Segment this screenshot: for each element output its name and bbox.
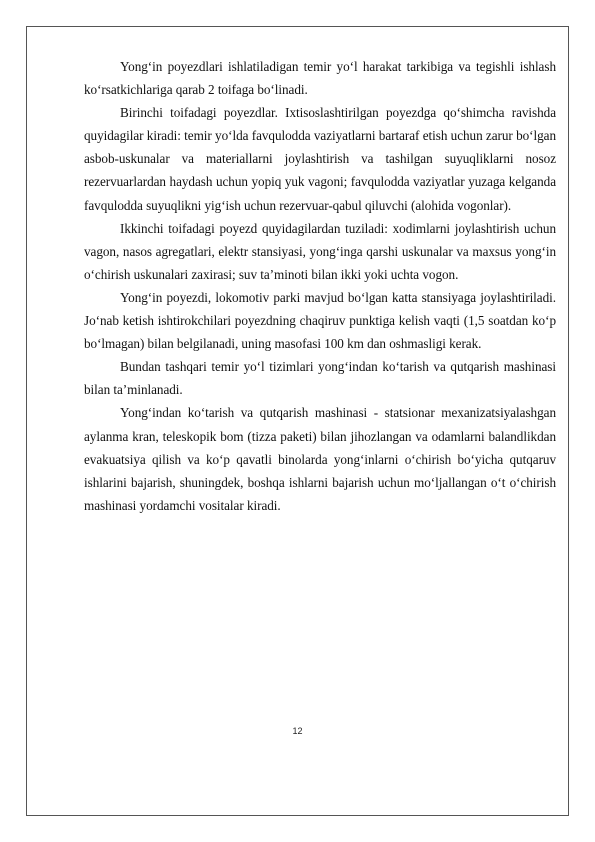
paragraph-first-category: Birinchi toifadagi poyezdlar. Ixtisoslashtirilgan poyezdga qo‘shimcha ravishda quyidagilar kiradi: temir yo‘lda favqulodda vaziyatlarni bartaraf etish uchun zarur bo‘lgan asbob-uskunalar va materiallarni joylashtirish va tashilgan suyuqliklarni nosoz rezervuarlardan haydash uchun yopiq yuk vagoni; favqulodda vaziyatlar yuzaga kelganda favqulodda suyuqlikni yig‘ish uchun rezervuar-qabul qiluvchi (alohida vogonlar).: [84, 105, 556, 213]
paragraph-fire-train-categories: Yong‘in poyezdlari ishlatiladigan temir yo‘l harakat tarkibiga va tegishli ishlash ko‘rsatkichlariga qarab 2 toifaga bo‘linadi.: [84, 59, 556, 98]
page-number: 12: [292, 726, 303, 736]
paragraph-lifting-machine-definition: Yong‘indan ko‘tarish va qutqarish mashinasi - statsionar mexanizatsiyalashgan aylanma kran, teleskopik bom (tizza paketi) bilan jihozlangan va odamlarni balandlikdan evakuatsiya qilish va ko‘p qavatli binolarda yong‘inlarni o‘chirish bo‘yicha qutqaruv ishlarini bajarish, shuningdek, boshqa ishlarni bajarish uchun mo‘ljallangan o‘t o‘chirish mashinasi yordamchi vositalar kiradi.: [84, 405, 556, 513]
paragraph-fire-train-placement: Yong‘in poyezdi, lokomotiv parki mavjud bo‘lgan katta stansiyaga joylashtiriladi. Jo‘nab ketish ishtirokchilari poyezdning chaqiruv punktiga kelish vaqti (1,5 soatdan ko‘p bo‘lmagan) bilan belgilanadi, uning masofasi 100 km dan oshmasligi kerak.: [84, 289, 556, 352]
paragraph-second-category: Ikkinchi toifadagi poyezd quyidagilardan tuziladi: xodimlarni joylashtirish uchun vagon, nasos agregatlari, elektr stansiyasi, yong‘inga qarshi uskunalar va maxsus yong‘in o‘chirish uskunalari zaxirasi; suv ta’minoti bilan ikki yoki uchta vogon.: [84, 220, 556, 282]
document-body: [84, 55, 556, 517]
paragraph-lifting-machine-intro: Bundan tashqari temir yo‘l tizimlari yong‘indan ko‘tarish va qutqarish mashinasi bilan ta’minlanadi.: [84, 359, 556, 398]
